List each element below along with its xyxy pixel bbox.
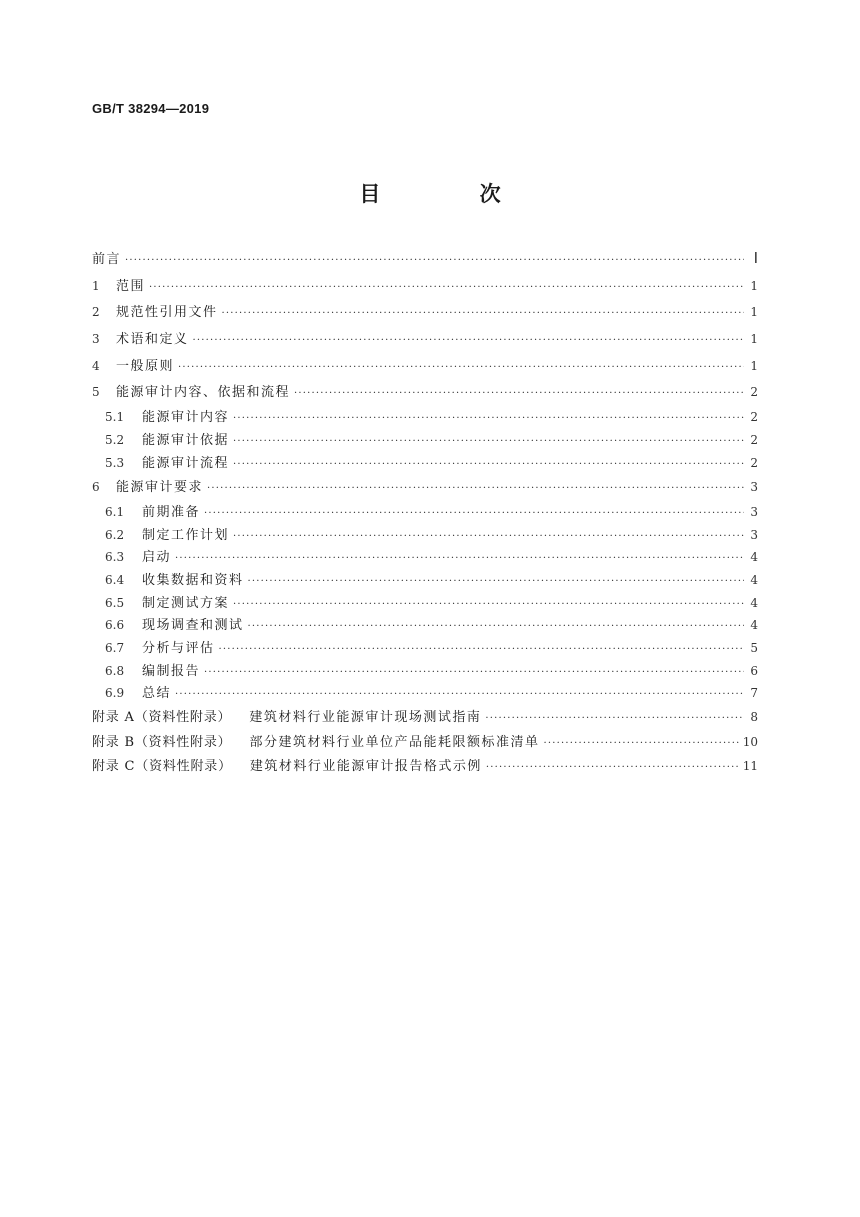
toc-leader-dots bbox=[233, 408, 744, 431]
toc-entry-page: 5 bbox=[750, 641, 758, 655]
toc-leader-dots bbox=[248, 571, 744, 594]
toc-entry-page: 1 bbox=[750, 358, 758, 373]
toc-leader-dots bbox=[248, 616, 744, 639]
toc-entry-label: 制定工作计划 bbox=[142, 527, 230, 543]
toc-entry-page: 8 bbox=[750, 710, 758, 725]
toc-entry-label: 部分建筑材料行业单位产品能耗限额标准清单 bbox=[249, 734, 540, 750]
toc-entry-page: 4 bbox=[750, 595, 758, 610]
toc-leader-dots bbox=[233, 594, 744, 617]
toc-entry-page: 11 bbox=[742, 759, 758, 774]
toc-entry-label: 一般原则 bbox=[116, 358, 175, 374]
toc-entry-number: 2 bbox=[92, 305, 100, 320]
toc-entry-page: 1 bbox=[750, 332, 758, 347]
toc-entry-page: 4 bbox=[750, 572, 758, 587]
toc-entry-page: 2 bbox=[750, 385, 758, 400]
toc-entry-label: 术语和定义 bbox=[116, 332, 189, 348]
toc-entry-label: 制定测试方案 bbox=[142, 595, 230, 611]
toc-entry-page: 1 bbox=[750, 278, 758, 293]
toc-entry-label: 编制报告 bbox=[142, 663, 201, 679]
toc-entry-label: 范围 bbox=[116, 278, 146, 294]
toc-entry-number: 6.7 bbox=[105, 641, 125, 655]
toc-entry-number: 6.6 bbox=[105, 618, 125, 633]
toc-leader-dots bbox=[204, 662, 744, 685]
standard-code: GB/T 38294—2019 bbox=[92, 101, 210, 116]
toc-annex-label: 附录 A（资料性附录） bbox=[92, 710, 232, 726]
toc-leader-dots bbox=[233, 431, 744, 454]
toc-entry-section-6-1[interactable] bbox=[92, 501, 758, 524]
toc-entry-label: 前期准备 bbox=[142, 504, 201, 520]
toc-entry-label: 能源审计流程 bbox=[142, 455, 230, 471]
toc-entry-label: 建筑材料行业能源审计现场测试指南 bbox=[249, 710, 482, 726]
toc-entry-label: 建筑材料行业能源审计报告格式示例 bbox=[249, 759, 482, 775]
toc-entry-annex-a[interactable] bbox=[92, 705, 758, 730]
toc-entry-label: 收集数据和资料 bbox=[142, 572, 244, 588]
toc-entry-page: 2 bbox=[750, 432, 758, 447]
toc-entry-annex-b[interactable] bbox=[92, 730, 758, 755]
toc-entry-section-1[interactable] bbox=[92, 273, 758, 300]
toc-entry-annex-c[interactable] bbox=[92, 754, 758, 779]
toc-leader-dots bbox=[193, 328, 744, 355]
toc-leader-dots bbox=[544, 732, 739, 757]
toc-leader-dots bbox=[175, 548, 744, 571]
toc-entry-label: 能源审计内容 bbox=[142, 410, 230, 426]
toc-entry-number: 6.2 bbox=[105, 527, 125, 542]
toc-entry-label: 现场调查和测试 bbox=[142, 618, 244, 634]
toc-entry-foreword[interactable] bbox=[92, 246, 758, 273]
toc-entry-label: 能源审计内容、依据和流程 bbox=[116, 385, 291, 401]
toc-leader-dots bbox=[125, 248, 744, 275]
toc-entry-number: 6.5 bbox=[105, 595, 125, 610]
toc-entry-section-4[interactable] bbox=[92, 353, 758, 380]
toc-title: 目 次 bbox=[359, 182, 547, 206]
toc-leader-dots bbox=[486, 756, 739, 781]
table-of-contents bbox=[92, 246, 758, 779]
toc-entry-label: 规范性引用文件 bbox=[116, 305, 218, 321]
toc-entry-section-6-8[interactable] bbox=[92, 660, 758, 683]
toc-entry-number: 6 bbox=[92, 480, 100, 495]
toc-entry-section-6-4[interactable] bbox=[92, 569, 758, 592]
toc-entry-page: 3 bbox=[750, 504, 758, 519]
toc-entry-label: 能源审计依据 bbox=[142, 432, 230, 448]
toc-entry-section-6-6[interactable] bbox=[92, 614, 758, 637]
toc-leader-dots bbox=[204, 503, 744, 526]
toc-entry-page: 10 bbox=[742, 734, 758, 749]
toc-leader-dots bbox=[207, 476, 744, 503]
toc-entry-number: 5 bbox=[92, 385, 100, 400]
toc-leader-dots bbox=[233, 454, 744, 477]
toc-leader-dots bbox=[219, 639, 744, 662]
toc-entry-section-6-2[interactable] bbox=[92, 524, 758, 547]
toc-entry-page: 2 bbox=[750, 455, 758, 470]
toc-entry-page: 4 bbox=[750, 618, 758, 633]
toc-entry-section-6-5[interactable] bbox=[92, 592, 758, 615]
toc-entry-section-6-9[interactable] bbox=[92, 682, 758, 705]
toc-entry-number: 3 bbox=[92, 332, 100, 347]
toc-entry-page: 1 bbox=[750, 305, 758, 320]
toc-entry-label: 总结 bbox=[142, 686, 172, 702]
toc-leader-dots bbox=[178, 355, 744, 382]
toc-entry-number: 5.1 bbox=[105, 410, 125, 425]
toc-entry-page: 3 bbox=[750, 527, 758, 542]
toc-entry-label: 前言 bbox=[92, 252, 122, 267]
toc-entry-number: 4 bbox=[92, 358, 100, 373]
toc-entry-number: 6.8 bbox=[105, 663, 125, 678]
toc-entry-label: 分析与评估 bbox=[142, 641, 215, 656]
toc-entry-section-3[interactable] bbox=[92, 326, 758, 353]
toc-leader-dots bbox=[175, 684, 744, 707]
toc-entry-page: 6 bbox=[750, 663, 758, 678]
toc-entry-section-5-3[interactable] bbox=[92, 452, 758, 475]
toc-entry-section-2[interactable] bbox=[92, 299, 758, 326]
toc-entry-number: 1 bbox=[92, 278, 100, 293]
toc-entry-section-6[interactable] bbox=[92, 474, 758, 501]
toc-annex-label: 附录 C（资料性附录） bbox=[92, 759, 232, 775]
toc-entry-page: 7 bbox=[750, 686, 758, 701]
toc-entry-page: 3 bbox=[750, 480, 758, 495]
toc-entry-section-5-1[interactable] bbox=[92, 406, 758, 429]
toc-entry-section-6-3[interactable] bbox=[92, 546, 758, 569]
toc-entry-number: 6.9 bbox=[105, 686, 125, 701]
toc-leader-dots bbox=[294, 381, 744, 408]
toc-entry-number: 6.1 bbox=[105, 504, 125, 519]
toc-entry-section-5[interactable] bbox=[92, 379, 758, 406]
toc-leader-dots bbox=[485, 707, 744, 732]
toc-entry-number: 5.3 bbox=[105, 455, 125, 470]
toc-entry-page: 2 bbox=[750, 410, 758, 425]
toc-leader-dots bbox=[222, 301, 744, 328]
toc-entry-label: 启动 bbox=[142, 550, 172, 566]
toc-entry-number: 5.2 bbox=[105, 432, 125, 447]
toc-entry-page: Ⅰ bbox=[753, 251, 758, 267]
toc-entry-number: 6.4 bbox=[105, 572, 125, 587]
toc-entry-page: 4 bbox=[750, 550, 758, 565]
toc-annex-label: 附录 B（资料性附录） bbox=[92, 734, 232, 750]
toc-entry-section-5-2[interactable] bbox=[92, 429, 758, 452]
toc-leader-dots bbox=[233, 526, 744, 549]
toc-entry-section-6-7[interactable] bbox=[92, 637, 758, 660]
toc-leader-dots bbox=[149, 275, 744, 302]
toc-entry-number: 6.3 bbox=[105, 550, 125, 565]
toc-entry-label: 能源审计要求 bbox=[116, 480, 204, 496]
